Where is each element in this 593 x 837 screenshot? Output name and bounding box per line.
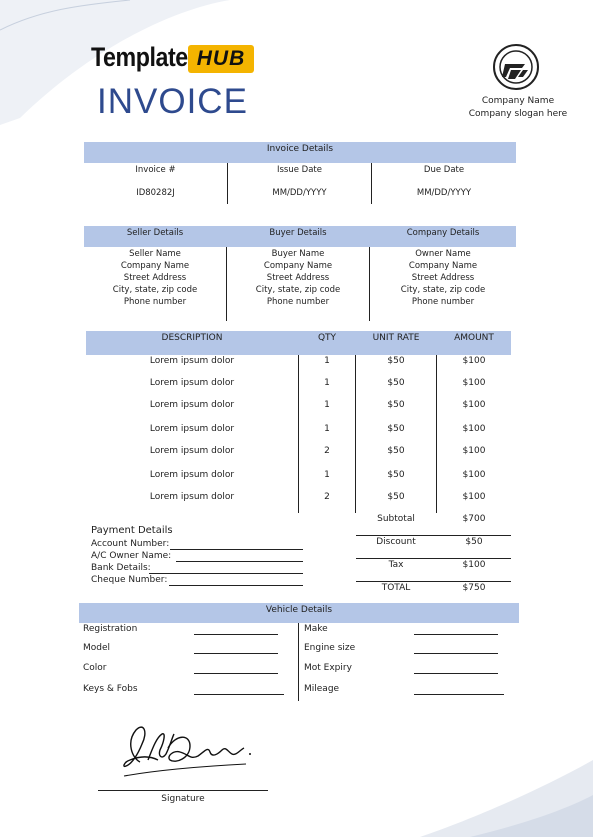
item-description: Lorem ipsum dolor: [149, 356, 235, 366]
company-name: Company Name: [481, 96, 555, 106]
seller-city: City, state, zip code: [112, 285, 198, 295]
document-title: INVOICE: [97, 82, 248, 121]
buyer-phone: Phone number: [266, 297, 330, 307]
item-qty: 1: [324, 356, 330, 366]
cheque-number-label: Cheque Number:: [91, 575, 168, 585]
seller-phone: Phone number: [123, 297, 187, 307]
ac-owner-name-label: A/C Owner Name:: [91, 551, 172, 561]
vehicle-mot-expiry-label: Mot Expiry: [304, 663, 352, 673]
item-description: Lorem ipsum dolor: [149, 378, 235, 388]
totals-divider: [356, 535, 511, 536]
company-logo-icon: [492, 43, 540, 91]
item-amount: $100: [462, 400, 486, 410]
buyer-company: Company Name: [263, 261, 333, 271]
vehicle-details-header: Vehicle Details: [79, 603, 519, 623]
vehicle-registration-field[interactable]: [194, 634, 278, 635]
tax-value: $100: [462, 560, 486, 570]
ac-owner-name-field[interactable]: [176, 561, 303, 562]
item-unit-rate: $50: [387, 470, 405, 480]
item-qty: 2: [324, 446, 330, 456]
owner-name: Owner Name: [415, 249, 471, 259]
item-description: Lorem ipsum dolor: [149, 400, 235, 410]
invoice-number-value: ID80282J: [136, 188, 175, 198]
item-qty: 1: [324, 470, 330, 480]
item-unit-rate: $50: [387, 378, 405, 388]
issue-date-label: Issue Date: [277, 165, 322, 175]
subtotal-value: $700: [462, 514, 486, 524]
signature-label: Signature: [161, 794, 205, 804]
buyer-name: Buyer Name: [271, 249, 325, 259]
vehicle-make-label: Make: [304, 624, 328, 634]
item-qty: 2: [324, 492, 330, 502]
item-unit-rate: $50: [387, 400, 405, 410]
item-description: Lorem ipsum dolor: [149, 424, 235, 434]
description-header: DESCRIPTION: [161, 333, 223, 343]
due-date-value: MM/DD/YYYY: [416, 188, 472, 198]
item-unit-rate: $50: [387, 424, 405, 434]
bank-details-label: Bank Details:: [91, 563, 151, 573]
vehicle-model-label: Model: [83, 643, 111, 653]
item-amount: $100: [462, 470, 486, 480]
company-details: [370, 248, 516, 308]
unit-rate-header: UNIT RATE: [372, 333, 420, 343]
vehicle-keys-fobs-label: Keys & Fobs: [83, 684, 138, 694]
signature-image: [118, 720, 258, 780]
brand-badge: HUB: [188, 45, 254, 73]
item-unit-rate: $50: [387, 492, 405, 502]
seller-street: Street Address: [123, 273, 187, 283]
buyer-details-header: Buyer Details: [269, 228, 327, 238]
item-unit-rate: $50: [387, 356, 405, 366]
seller-details-header: Seller Details: [126, 228, 184, 238]
company-details-header: Company Details: [406, 228, 480, 238]
discount-value: $50: [465, 537, 483, 547]
seller-details: [84, 248, 226, 308]
buyer-details: [227, 248, 369, 308]
vehicle-color-field[interactable]: [194, 673, 278, 674]
invoice-details-header: Invoice Details: [84, 142, 516, 163]
item-qty: 1: [324, 378, 330, 388]
item-amount: $100: [462, 356, 486, 366]
account-number-label: Account Number:: [91, 539, 170, 549]
account-number-field[interactable]: [170, 549, 303, 550]
item-description: Lorem ipsum dolor: [149, 492, 235, 502]
seller-company: Company Name: [120, 261, 190, 271]
buyer-street: Street Address: [266, 273, 330, 283]
vehicle-color-label: Color: [83, 663, 107, 673]
vehicle-registration-label: Registration: [83, 624, 138, 634]
qty-header: QTY: [317, 333, 337, 343]
seller-name: Seller Name: [129, 249, 181, 259]
company-city: City, state, zip code: [400, 285, 486, 295]
item-amount: $100: [462, 378, 486, 388]
total-value: $750: [462, 583, 486, 593]
item-description: Lorem ipsum dolor: [149, 470, 235, 480]
item-description: Lorem ipsum dolor: [149, 446, 235, 456]
company-company: Company Name: [408, 261, 478, 271]
item-amount: $100: [462, 492, 486, 502]
vehicle-engine-size-field[interactable]: [414, 653, 498, 654]
vehicle-mileage-field[interactable]: [414, 694, 504, 695]
discount-label: Discount: [376, 537, 416, 547]
item-qty: 1: [324, 424, 330, 434]
cheque-number-field[interactable]: [169, 585, 303, 586]
item-amount: $100: [462, 424, 486, 434]
subtotal-label: Subtotal: [377, 514, 415, 524]
vehicle-mileage-label: Mileage: [304, 684, 340, 694]
company-street: Street Address: [411, 273, 475, 283]
company-phone: Phone number: [411, 297, 475, 307]
amount-header: AMOUNT: [454, 333, 494, 343]
payment-details-title: Payment Details: [91, 525, 173, 536]
brand-wordmark: Template: [91, 42, 188, 72]
totals-divider: [356, 558, 511, 559]
vehicle-model-field[interactable]: [194, 653, 278, 654]
vehicle-keys-fobs-field[interactable]: [194, 694, 284, 695]
item-unit-rate: $50: [387, 446, 405, 456]
buyer-city: City, state, zip code: [255, 285, 341, 295]
due-date-label: Due Date: [423, 165, 465, 175]
totals-divider: [356, 581, 511, 582]
total-label: TOTAL: [381, 583, 411, 593]
company-slogan: Company slogan here: [468, 109, 568, 119]
issue-date-value: MM/DD/YYYY: [272, 188, 327, 198]
invoice-number-label: Invoice #: [135, 165, 176, 175]
vehicle-make-field[interactable]: [414, 634, 498, 635]
item-qty: 1: [324, 400, 330, 410]
bank-details-field[interactable]: [149, 573, 303, 574]
tax-label: Tax: [388, 560, 404, 570]
item-amount: $100: [462, 446, 486, 456]
vehicle-mot-expiry-field[interactable]: [414, 673, 498, 674]
vehicle-engine-size-label: Engine size: [304, 643, 356, 653]
